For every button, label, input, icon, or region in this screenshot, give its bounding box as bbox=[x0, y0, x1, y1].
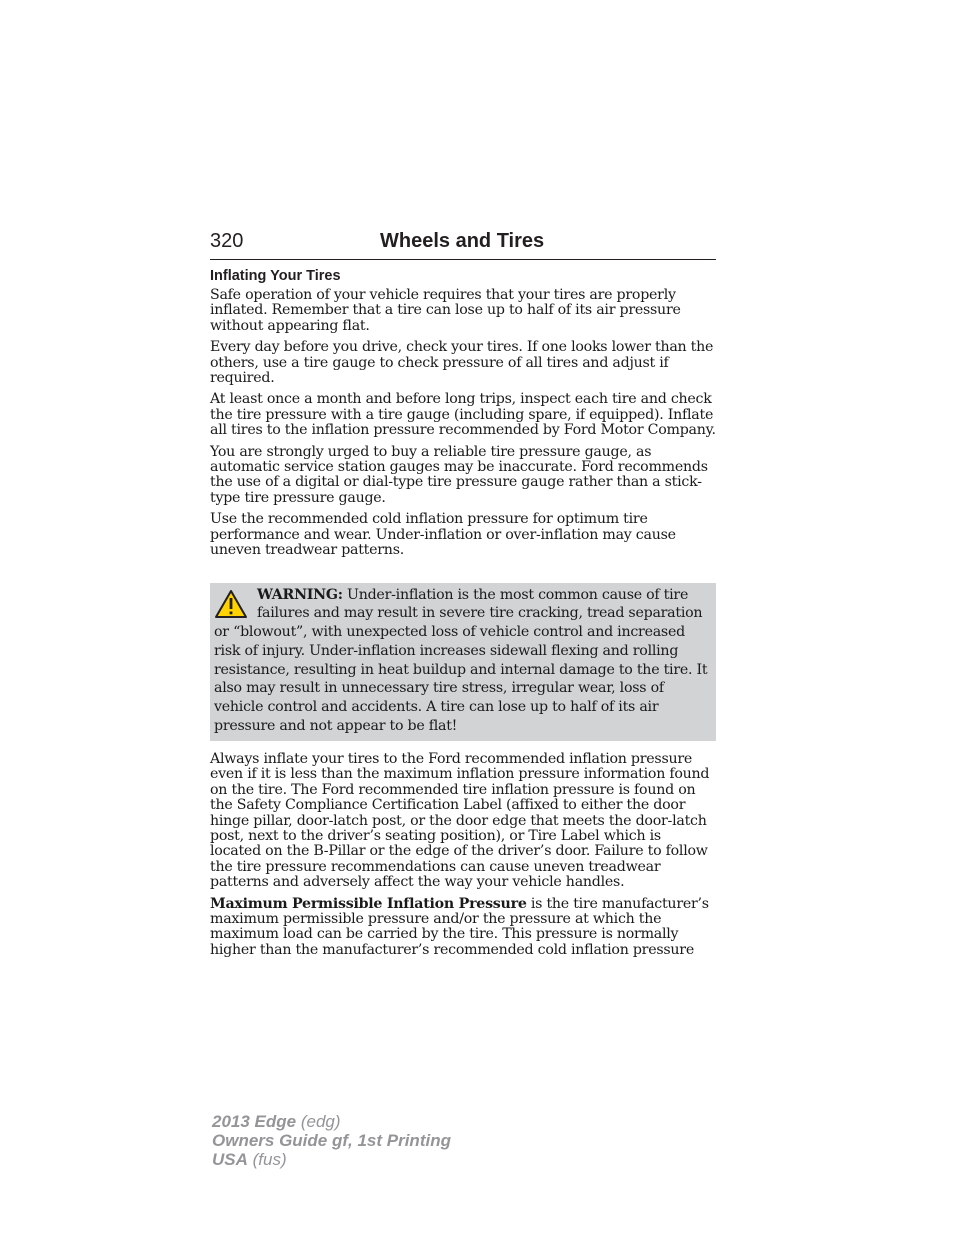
definition-term: Maximum Permissible Inflation Pressure bbox=[210, 895, 527, 912]
paragraph: Use the recommended cold inflation pressure for optimum tire performance and wear. Under-inflation or over-inflation may cause uneven treadwear patterns. bbox=[210, 511, 676, 559]
warning-text: Under-inflation is the most common cause of tire failures and may result in severe tire cracking, tread separation or “blowout”, with unexpected loss of vehicle control and increased risk of injury. Under-inflation increases sidewall flexing and rolling resistance, resulting in heat buildup and internal damage to the tire. It also may result in unnecessary tire stress, irregular wear, loss of vehicle control and accidents. A tire can lose up to half of its air pressure and not appear to be flat! bbox=[214, 586, 708, 735]
document-footer bbox=[212, 1112, 451, 1169]
definition-text: is the tire manufacturer’s maximum permissible pressure and/or the pressure at which the maximum load can be carried by the tire. This pressure is normally higher than the manufacturer’s recommended cold inflation pressure bbox=[210, 895, 709, 958]
warning-triangle-icon bbox=[214, 589, 248, 619]
definition-paragraph bbox=[210, 897, 716, 959]
footer-line bbox=[212, 1131, 451, 1150]
page-header bbox=[210, 228, 716, 260]
paragraph: You are strongly urged to buy a reliable tire pressure gauge, as automatic service station gauges may be inaccurate. Ford recommends the use of a digital or dial-type tire pressure gauge rather than a stick-type tire pressure gauge. bbox=[210, 443, 708, 506]
page-content bbox=[210, 268, 716, 964]
footer-model-code: (edg) bbox=[296, 1112, 341, 1131]
page-number: 320 bbox=[210, 230, 244, 252]
paragraph: Every day before you drive, check your tires. If one looks lower than the others, use a tire gauge to check pressure of all tires and adjust if required. bbox=[210, 339, 714, 387]
warning-box bbox=[210, 583, 716, 741]
section-heading: Inflating Your Tires bbox=[210, 268, 341, 284]
warning-label: WARNING: bbox=[257, 586, 343, 603]
footer-model: 2013 Edge bbox=[212, 1112, 297, 1131]
footer-line bbox=[212, 1150, 451, 1169]
footer-region-code: (fus) bbox=[247, 1150, 287, 1169]
footer-region: USA bbox=[212, 1150, 248, 1169]
footer-line bbox=[212, 1112, 451, 1131]
paragraph: Always inflate your tires to the Ford recommended inflation pressure even if it is less than the maximum inflation pressure information found on the tire. The Ford recommended tire inflation pressure is found on the Safety Compliance Certification Label (affixed to either the door hinge pillar, door-latch post, or the door edge that meets the door-latch post, next to the driver’s seating position), or Tire Label which is located on the B-Pillar or the edge of the driver’s door. Failure to follow the tire pressure recommendations can cause uneven treadwear patterns and adversely affect the way your vehicle handles. bbox=[210, 750, 710, 891]
paragraph: Safe operation of your vehicle requires that your tires are properly inflated. Remember that a tire can lose up to half of its air pressure without appearing flat. bbox=[210, 287, 681, 334]
footer-guide: Owners Guide gf, 1st Printing bbox=[212, 1131, 451, 1150]
chapter-title: Wheels and Tires bbox=[380, 230, 545, 252]
paragraph: At least once a month and before long trips, inspect each tire and check the tire pressure with a tire gauge (including spare, if equipped). Inflate all tires to the inflation pressure recommended by Ford Motor Company. bbox=[210, 391, 716, 439]
